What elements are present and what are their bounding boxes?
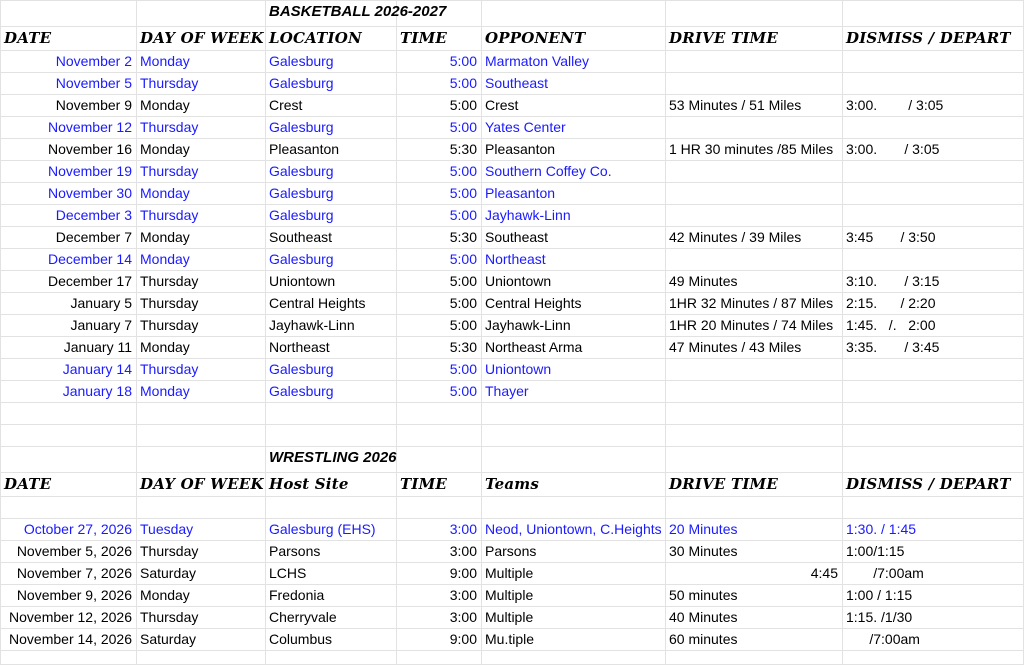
cell-opponent[interactable]: Jayhawk-Linn [485, 207, 571, 223]
basketball-header-day[interactable]: DAY OF WEEK [140, 29, 264, 47]
cell-drive-time[interactable]: 60 minutes [669, 631, 738, 647]
cell-drive-time[interactable] [665, 116, 842, 138]
cell-drive-time[interactable]: 20 Minutes [669, 521, 738, 537]
cell-date[interactable]: December 14 [47, 251, 132, 267]
basketball-header-dismiss[interactable]: DISMISS / DEPART [846, 29, 1011, 47]
cell-location[interactable]: Northeast [269, 339, 330, 355]
cell-time[interactable]: 9:00 [449, 631, 477, 647]
cell-location[interactable]: Fredonia [269, 587, 325, 603]
cell-time[interactable]: 9:00 [449, 565, 477, 581]
basketball-header-date[interactable]: DATE [4, 29, 52, 47]
cell-drive-time[interactable] [665, 182, 842, 204]
basketball-header-opponent[interactable]: OPPONENT [485, 29, 586, 47]
cell-day[interactable]: Monday [140, 383, 190, 399]
cell-day[interactable]: Tuesday [140, 521, 194, 537]
cell-dismiss-depart[interactable]: 1:30. / 1:45 [846, 521, 917, 537]
cell-drive-time[interactable]: 1HR 20 Minutes / 74 Miles [669, 317, 834, 333]
wrestling-header-location[interactable]: Host Site [269, 475, 349, 493]
cell-location[interactable]: Galesburg [269, 207, 334, 223]
cell-drive-time[interactable]: 47 Minutes / 43 Miles [669, 339, 802, 355]
cell-day[interactable]: Monday [140, 587, 190, 603]
cell-location[interactable]: Galesburg [269, 251, 334, 267]
cell-date[interactable]: November 5, 2026 [16, 543, 132, 559]
cell-date[interactable]: November 16 [47, 141, 132, 157]
cell-day[interactable]: Thursday [140, 543, 199, 559]
wrestling-title[interactable]: WRESTLING 2026 [269, 449, 397, 466]
cell-location[interactable]: Galesburg (EHS) [269, 521, 376, 537]
cell-date[interactable]: November 12 [47, 119, 132, 135]
cell-dismiss-depart[interactable]: 1:15. /1/30 [846, 609, 913, 625]
cell-opponent[interactable]: Multiple [485, 565, 534, 581]
cell-time[interactable]: 5:00 [449, 251, 477, 267]
cell-day[interactable]: Monday [140, 53, 190, 69]
cell-day[interactable]: Thursday [140, 317, 199, 333]
cell-date[interactable]: November 30 [47, 185, 132, 201]
grid-row-line [0, 424, 1024, 425]
cell-dismiss-depart[interactable]: 1:00 / 1:15 [846, 587, 913, 603]
cell-date[interactable]: January 14 [62, 361, 132, 377]
cell-drive-time[interactable]: 4:45 [810, 565, 838, 581]
cell-drive-time[interactable] [665, 160, 842, 182]
basketball-title[interactable]: BASKETBALL 2026-2027 [269, 3, 447, 20]
cell-date[interactable]: November 9 [55, 97, 132, 113]
cell-opponent[interactable]: Multiple [485, 587, 534, 603]
cell-date[interactable]: January 5 [70, 295, 132, 311]
cell-dismiss-depart[interactable]: 2:15. / 2:20 [846, 295, 936, 311]
cell-date[interactable]: December 17 [47, 273, 132, 289]
cell-date[interactable]: December 7 [55, 229, 132, 245]
cell-location[interactable]: Galesburg [269, 53, 334, 69]
cell-date[interactable]: January 18 [62, 383, 132, 399]
cell-time[interactable]: 5:00 [449, 185, 477, 201]
cell-location[interactable]: Parsons [269, 543, 321, 559]
cell-location[interactable]: Galesburg [269, 185, 334, 201]
cell-dismiss-depart[interactable] [842, 204, 1024, 226]
cell-opponent[interactable]: Mu.tiple [485, 631, 535, 647]
cell-date[interactable]: November 2 [55, 53, 132, 69]
cell-opponent[interactable]: Uniontown [485, 273, 552, 289]
cell-location[interactable]: Galesburg [269, 383, 334, 399]
cell-drive-time[interactable]: 53 Minutes / 51 Miles [669, 97, 802, 113]
cell-location[interactable]: Pleasanton [269, 141, 340, 157]
cell-location[interactable]: Jayhawk-Linn [269, 317, 355, 333]
wrestling-header-day[interactable]: DAY OF WEEK [140, 475, 264, 493]
cell-dismiss-depart[interactable]: 1:00/1:15 [846, 543, 905, 559]
grid-row-line [0, 650, 1024, 651]
basketball-header-location[interactable]: LOCATION [269, 29, 362, 47]
cell-dismiss-depart[interactable] [842, 358, 1024, 380]
grid-row-line [0, 0, 1024, 1]
cell-location[interactable]: Southeast [269, 229, 333, 245]
cell-drive-time[interactable]: 49 Minutes [669, 273, 738, 289]
cell-opponent[interactable]: Pleasanton [485, 185, 556, 201]
cell-opponent[interactable]: Northeast Arma [485, 339, 583, 355]
cell-location[interactable]: Cherryvale [269, 609, 337, 625]
cell-drive-time[interactable] [665, 72, 842, 94]
cell-opponent[interactable]: Northeast [485, 251, 546, 267]
cell-day[interactable]: Thursday [140, 163, 199, 179]
cell-opponent[interactable]: Pleasanton [485, 141, 556, 157]
cell-time[interactable]: 5:30 [449, 339, 477, 355]
cell-opponent[interactable]: Marmaton Valley [485, 53, 590, 69]
cell-dismiss-depart[interactable] [842, 72, 1024, 94]
wrestling-header-date[interactable]: DATE [4, 475, 52, 493]
cell-opponent[interactable]: Thayer [485, 383, 529, 399]
cell-opponent[interactable]: Parsons [485, 543, 537, 559]
cell-location[interactable]: Uniontown [269, 273, 336, 289]
cell-time[interactable]: 5:00 [449, 317, 477, 333]
cell-drive-time[interactable]: 40 Minutes [669, 609, 738, 625]
cell-date[interactable]: November 19 [47, 163, 132, 179]
cell-location[interactable]: Galesburg [269, 75, 334, 91]
cell-dismiss-depart[interactable] [842, 380, 1024, 402]
cell-time[interactable]: 5:00 [449, 361, 477, 377]
cell-dismiss-depart[interactable]: 3:10. / 3:15 [846, 273, 940, 289]
wrestling-header-dismiss[interactable]: DISMISS / DEPART [846, 475, 1011, 493]
cell-dismiss-depart[interactable] [842, 160, 1024, 182]
cell-opponent[interactable]: Multiple [485, 609, 534, 625]
cell-day[interactable]: Thursday [140, 207, 199, 223]
cell-time[interactable]: 5:00 [449, 53, 477, 69]
basketball-header-drive[interactable]: DRIVE TIME [669, 29, 778, 47]
cell-day[interactable]: Monday [140, 229, 190, 245]
cell-date[interactable]: November 12, 2026 [9, 609, 132, 625]
cell-dismiss-depart[interactable]: /7:00am [846, 631, 920, 647]
cell-drive-time[interactable]: 1HR 32 Minutes / 87 Miles [669, 295, 834, 311]
cell-day[interactable]: Thursday [140, 295, 199, 311]
wrestling-header-drive[interactable]: DRIVE TIME [669, 475, 778, 493]
cell-dismiss-depart[interactable] [842, 116, 1024, 138]
cell-time[interactable]: 5:00 [449, 97, 477, 113]
cell-opponent[interactable]: Neod, Uniontown, C.Heights [485, 521, 662, 537]
cell-opponent[interactable]: Southern Coffey Co. [485, 163, 612, 179]
cell-time[interactable]: 3:00 [449, 521, 477, 537]
cell-time[interactable]: 5:00 [449, 119, 477, 135]
cell-day[interactable]: Monday [140, 251, 190, 267]
cell-date[interactable]: January 7 [70, 317, 132, 333]
basketball-header-time[interactable]: TIME [400, 29, 448, 47]
cell-time[interactable]: 5:00 [449, 207, 477, 223]
cell-location[interactable]: Galesburg [269, 361, 334, 377]
cell-date[interactable]: December 3 [55, 207, 132, 223]
cell-day[interactable]: Monday [140, 339, 190, 355]
cell-dismiss-depart[interactable]: 1:45. /. 2:00 [846, 317, 936, 333]
cell-date[interactable]: November 5 [55, 75, 132, 91]
cell-opponent[interactable]: Southeast [485, 75, 549, 91]
cell-drive-time[interactable] [665, 248, 842, 270]
cell-day[interactable]: Saturday [140, 631, 197, 647]
cell-dismiss-depart[interactable]: 3:45 / 3:50 [846, 229, 936, 245]
cell-location[interactable]: LCHS [269, 565, 307, 581]
cell-day[interactable]: Monday [140, 141, 190, 157]
cell-opponent[interactable]: Southeast [485, 229, 549, 245]
cell-dismiss-depart[interactable]: 3:00. / 3:05 [846, 141, 940, 157]
wrestling-header-time[interactable]: TIME [400, 475, 448, 493]
cell-opponent[interactable]: Uniontown [485, 361, 552, 377]
cell-time[interactable]: 3:00 [449, 609, 477, 625]
cell-opponent[interactable]: Central Heights [485, 295, 582, 311]
cell-day[interactable]: Saturday [140, 565, 197, 581]
cell-time[interactable]: 5:30 [449, 141, 477, 157]
cell-drive-time[interactable] [665, 380, 842, 402]
cell-date[interactable]: November 9, 2026 [16, 587, 132, 603]
cell-location[interactable]: Columbus [269, 631, 333, 647]
cell-time[interactable]: 5:00 [449, 163, 477, 179]
cell-location[interactable]: Galesburg [269, 163, 334, 179]
cell-location[interactable]: Galesburg [269, 119, 334, 135]
grid-row-line [0, 402, 1024, 403]
cell-dismiss-depart[interactable]: /7:00am [846, 565, 924, 581]
cell-opponent[interactable]: Yates Center [485, 119, 566, 135]
cell-time[interactable]: 5:00 [449, 383, 477, 399]
cell-day[interactable]: Monday [140, 185, 190, 201]
cell-opponent[interactable]: Jayhawk-Linn [485, 317, 571, 333]
cell-time[interactable]: 5:00 [449, 75, 477, 91]
cell-drive-time[interactable] [665, 50, 842, 72]
cell-date[interactable]: January 11 [63, 339, 132, 355]
cell-drive-time[interactable]: 50 minutes [669, 587, 738, 603]
cell-dismiss-depart[interactable] [842, 248, 1024, 270]
cell-day[interactable]: Thursday [140, 609, 199, 625]
cell-location[interactable]: Central Heights [269, 295, 366, 311]
cell-drive-time[interactable]: 42 Minutes / 39 Miles [669, 229, 802, 245]
cell-day[interactable]: Thursday [140, 119, 199, 135]
cell-date[interactable]: November 14, 2026 [9, 631, 132, 647]
cell-time[interactable]: 5:30 [449, 229, 477, 245]
cell-time[interactable]: 3:00 [449, 587, 477, 603]
cell-day[interactable]: Monday [140, 97, 190, 113]
cell-location[interactable]: Crest [269, 97, 303, 113]
cell-drive-time[interactable] [665, 358, 842, 380]
cell-day[interactable]: Thursday [140, 361, 199, 377]
grid-row-line [0, 446, 1024, 447]
cell-opponent[interactable]: Crest [485, 97, 519, 113]
cell-date[interactable]: October 27, 2026 [23, 521, 132, 537]
wrestling-header-opponent[interactable]: Teams [485, 475, 540, 493]
cell-drive-time[interactable] [665, 204, 842, 226]
grid-row-line [0, 496, 1024, 497]
cell-day[interactable]: Thursday [140, 75, 199, 91]
cell-day[interactable]: Thursday [140, 273, 199, 289]
cell-dismiss-depart[interactable]: 3:35. / 3:45 [846, 339, 940, 355]
cell-date[interactable]: November 7, 2026 [16, 565, 132, 581]
cell-dismiss-depart[interactable] [842, 182, 1024, 204]
cell-dismiss-depart[interactable] [842, 50, 1024, 72]
cell-drive-time[interactable]: 1 HR 30 minutes /85 Miles [669, 141, 834, 157]
cell-time[interactable]: 5:00 [449, 273, 477, 289]
cell-drive-time[interactable]: 30 Minutes [669, 543, 738, 559]
cell-time[interactable]: 3:00 [449, 543, 477, 559]
cell-dismiss-depart[interactable]: 3:00. / 3:05 [846, 97, 944, 113]
cell-time[interactable]: 5:00 [449, 295, 477, 311]
